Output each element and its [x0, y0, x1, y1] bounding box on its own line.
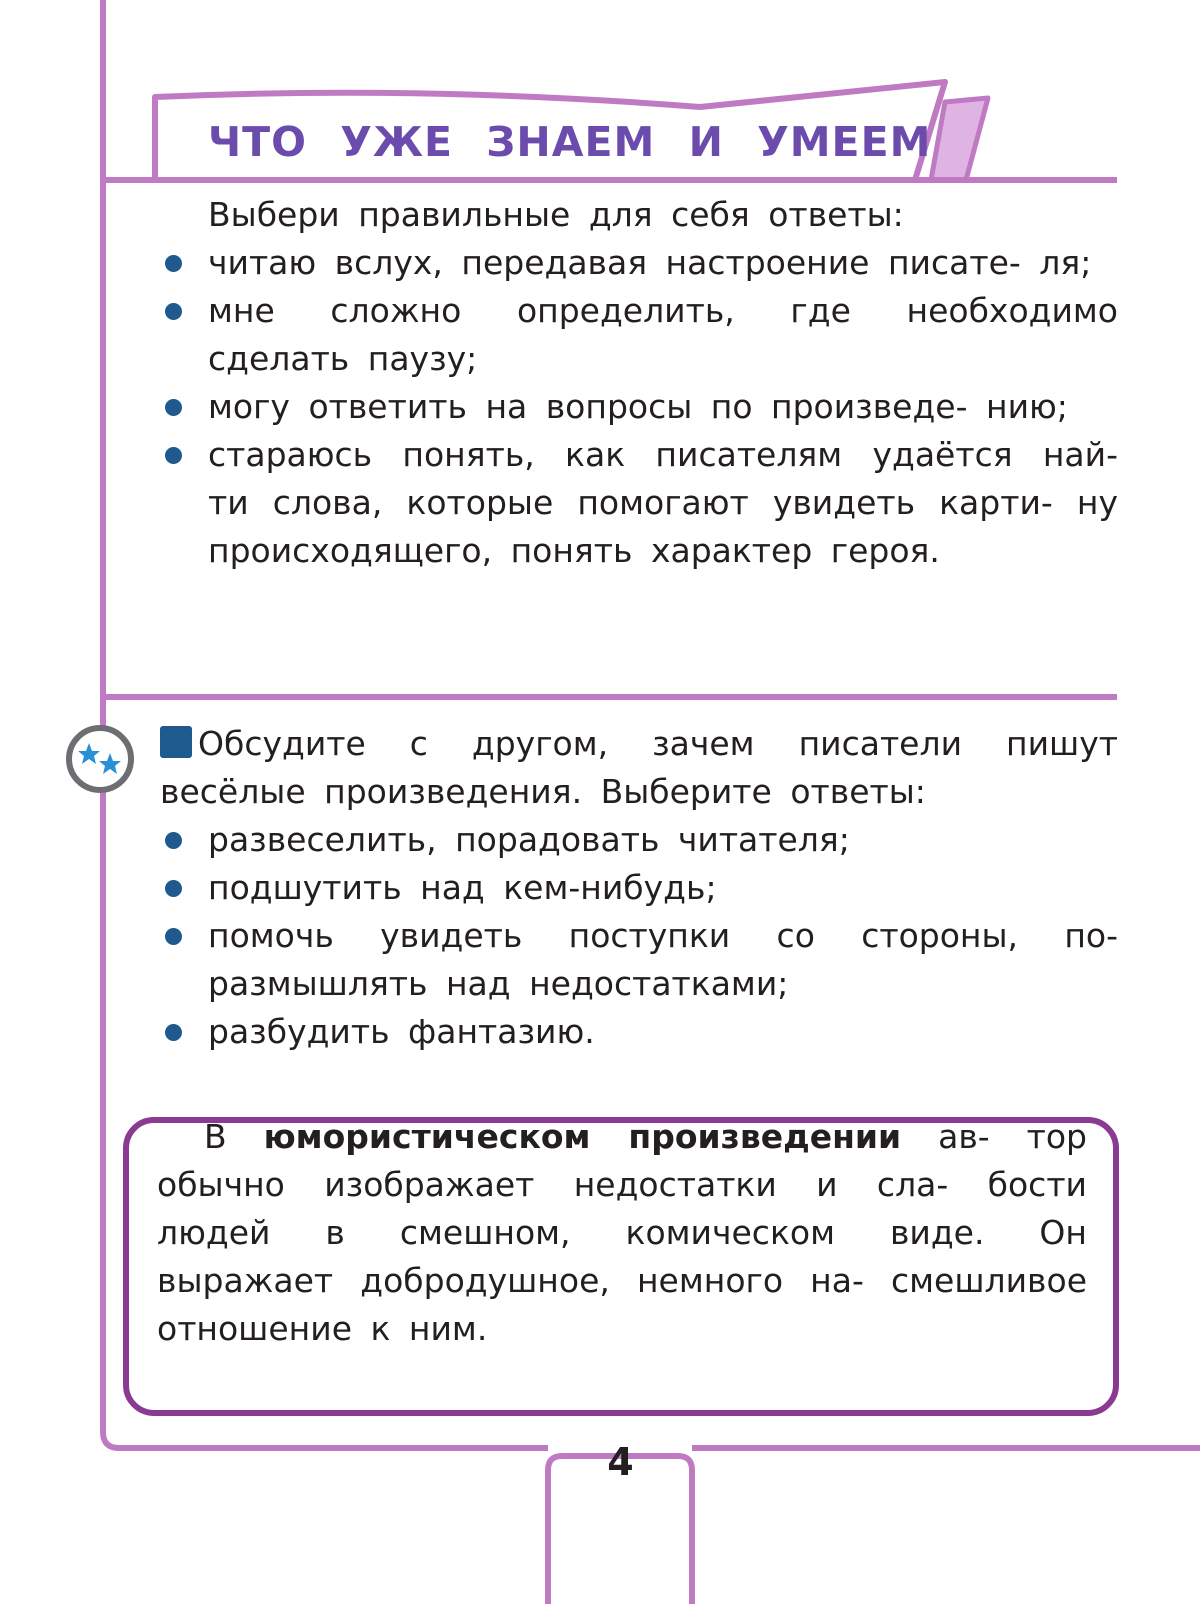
list-item: читаю вслух, передавая настроение писате- ля; [160, 239, 1118, 287]
definition-rest: ав- тор обычно изображает недостатки и сла- бости людей в смешном, комическом виде. Он выражает добродушное, немного на- смешливое отношение к ним. [157, 1117, 1087, 1348]
blue-square-icon [160, 726, 192, 758]
two-stars-icon [65, 724, 135, 794]
discussion-list [160, 816, 1118, 1056]
list-item: разбудить фантазию. [160, 1008, 1118, 1056]
definition-text [157, 1113, 1087, 1353]
list-item: могу ответить на вопросы по произведе- нию; [160, 383, 1118, 431]
list-item: стараюсь понять, как писателям удаётся най- ти слова, которые помогают увидеть карти- ну происходящего, понять характер героя. [160, 431, 1118, 575]
definition-term: юмористическом произведении [263, 1117, 902, 1156]
definition-lead: В [204, 1117, 227, 1156]
section-self-check [160, 191, 1118, 575]
section-discussion [160, 720, 1118, 1056]
list-item: помочь увидеть поступки со стороны, по- размышлять над недостатками; [160, 912, 1118, 1008]
header-banner-curl [931, 98, 988, 180]
list-item: подшутить над кем-нибудь; [160, 864, 1118, 912]
self-check-intro: Выбери правильные для себя ответы: [208, 195, 904, 234]
discussion-intro: Обсудите с другом, зачем писатели пишут весёлые произведения. Выберите ответы: [160, 724, 1118, 811]
list-item: мне сложно определить, где необходимо сделать паузу; [160, 287, 1118, 383]
page-title: ЧТО УЖЕ ЗНАЕМ И УМЕЕМ [208, 118, 932, 166]
list-item: развеселить, порадовать читателя; [160, 816, 1118, 864]
self-check-list [160, 239, 1118, 575]
page-number: 4 [607, 1440, 634, 1484]
